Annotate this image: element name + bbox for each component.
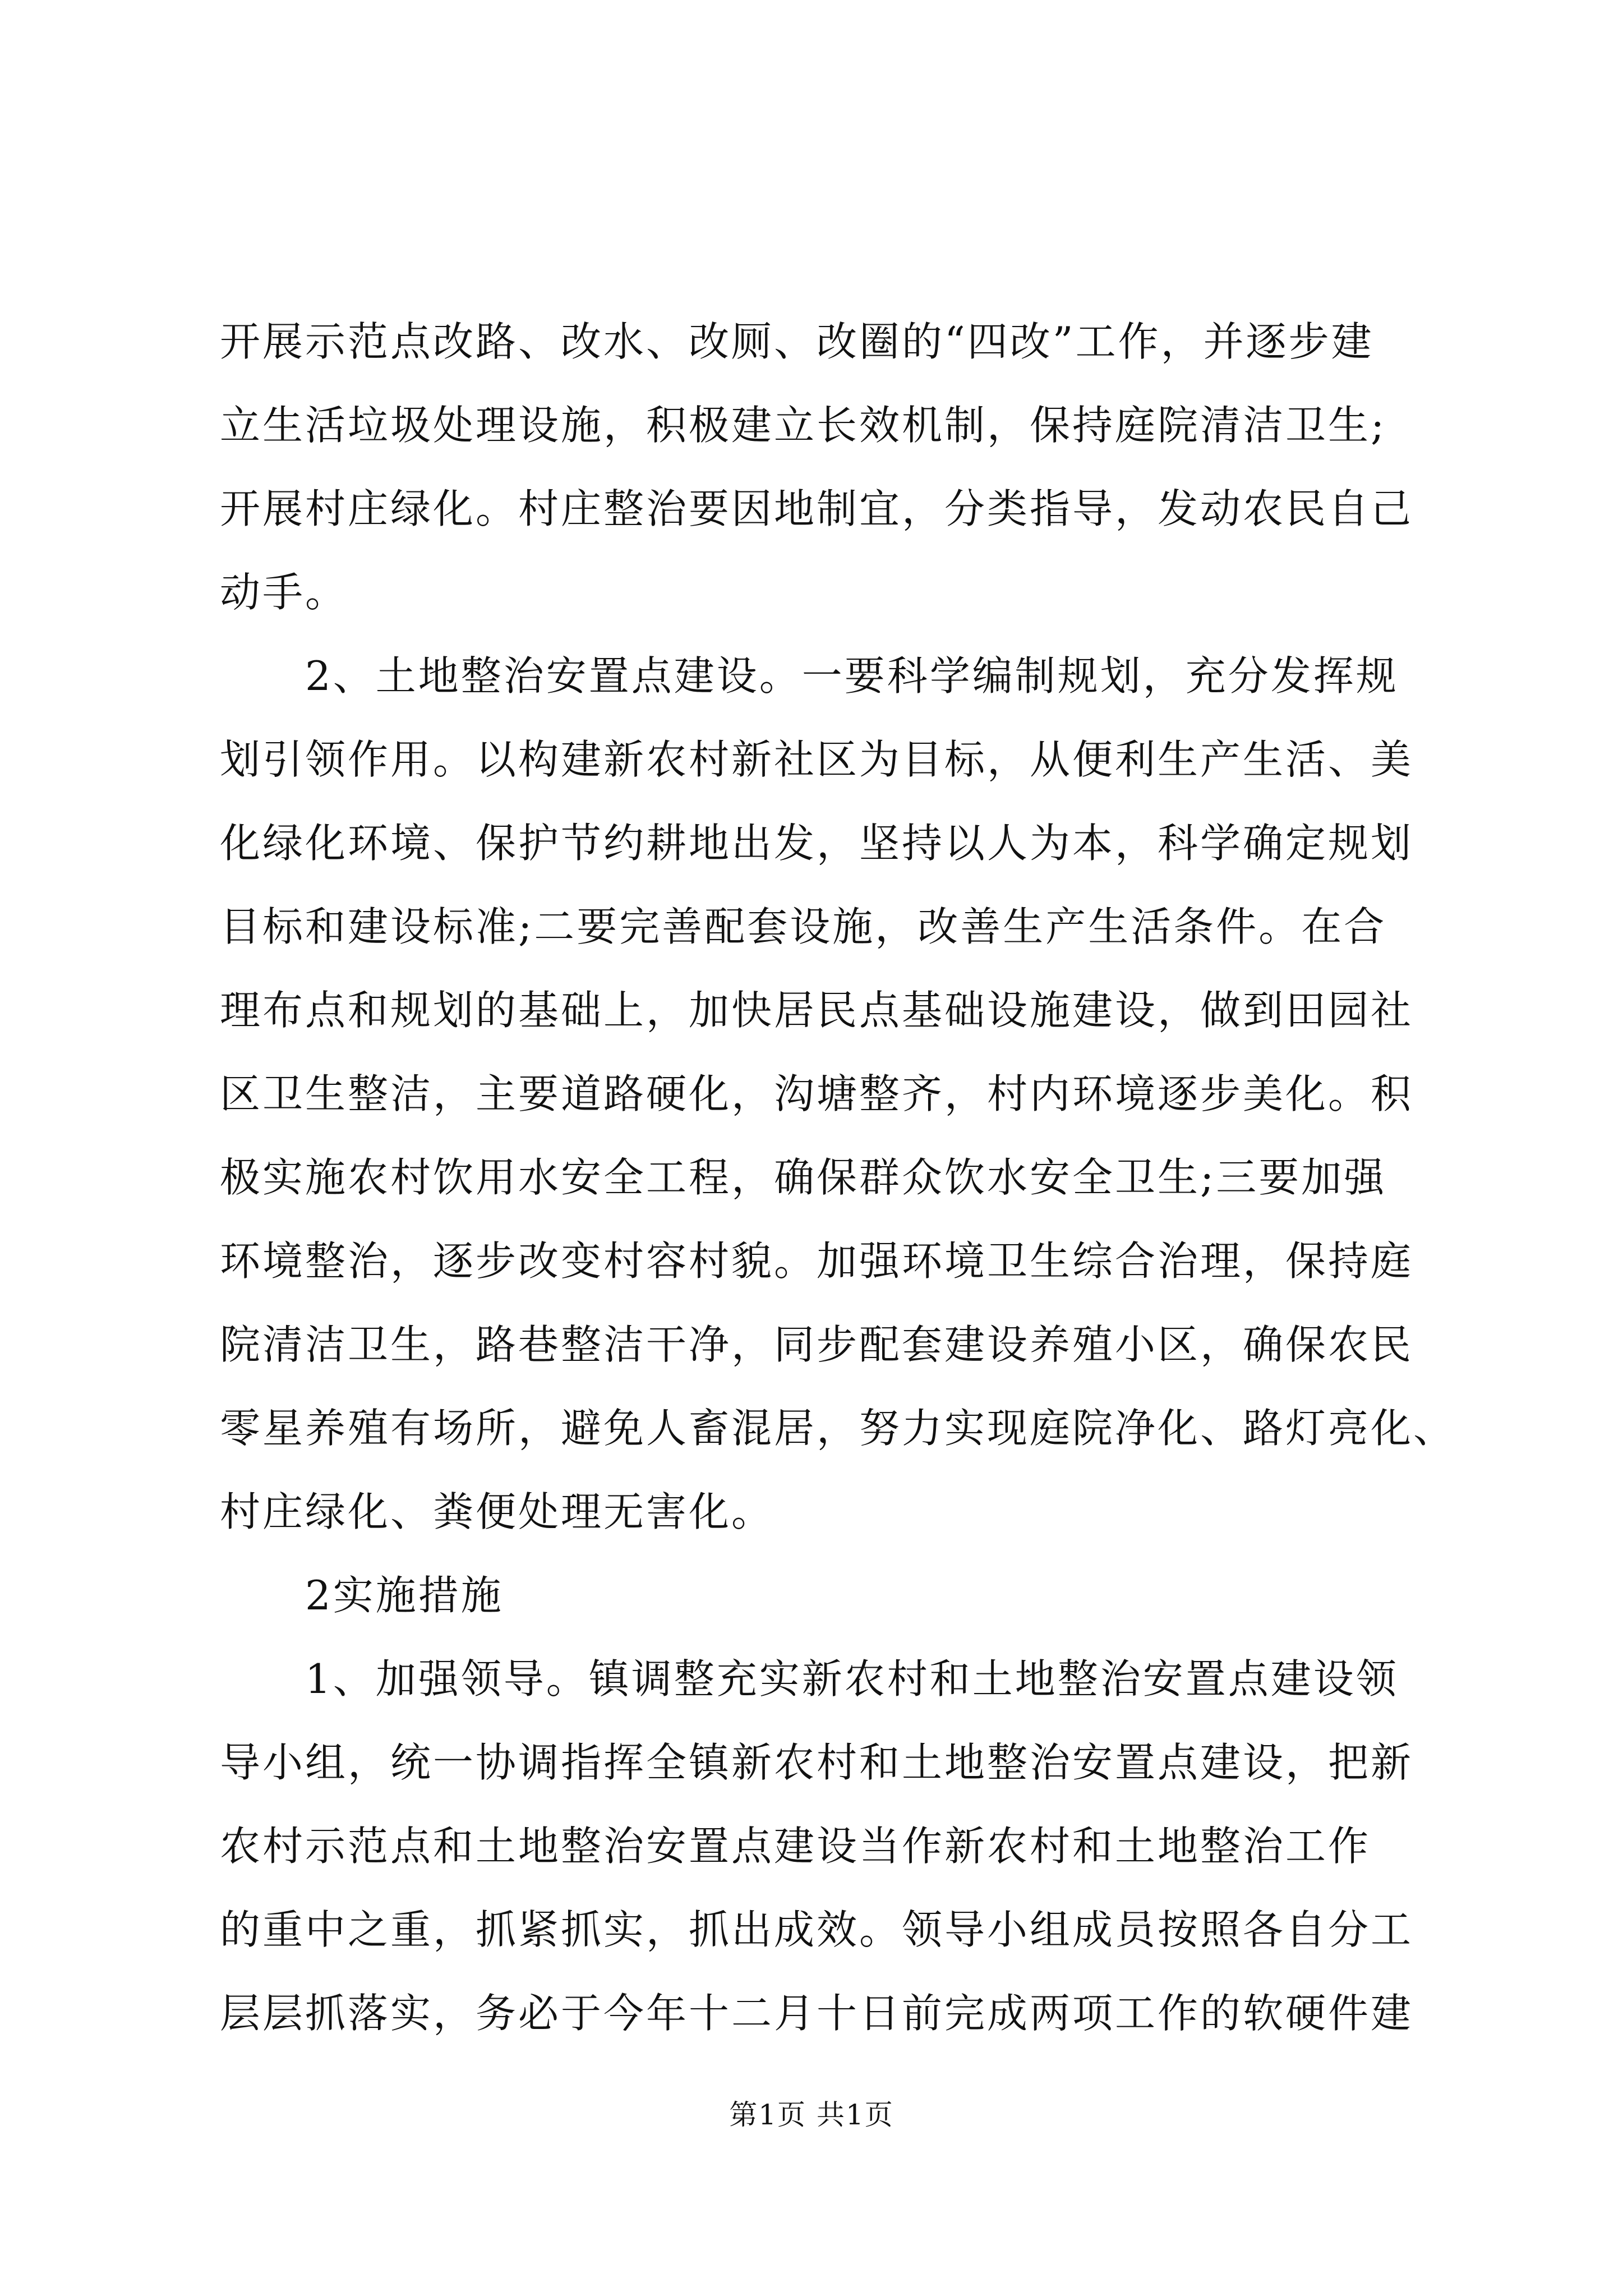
text-line: 的重中之重，抓紧抓实，抓出成效。领导小组成员按照各自分工 <box>220 1906 1414 1953</box>
text-line: 导小组，统一协调指挥全镇新农村和土地整治安置点建设，把新 <box>220 1739 1414 1786</box>
text-line: 1、加强领导。镇调整充实新农村和土地整治安置点建设领 <box>220 1655 1399 1703</box>
text-line: 极实施农村饮用水安全工程，确保群众饮水安全卫生;三要加强 <box>220 1154 1387 1201</box>
text-line: 区卫生整洁，主要道路硬化，沟塘整齐，村内环境逐步美化。积 <box>220 1070 1414 1117</box>
text-line: 立生活垃圾处理设施，积极建立长效机制，保持庭院清洁卫生; <box>220 402 1387 449</box>
page-number: 第1页 共1页 <box>729 2099 894 2131</box>
text-line: 农村示范点和土地整治安置点建设当作新农村和土地整治工作 <box>220 1823 1371 1870</box>
text-line: 理布点和规划的基础上，加快居民点基础设施建设，做到田园社 <box>220 987 1414 1034</box>
document-body <box>220 300 1456 2055</box>
text-line: 开展村庄绿化。村庄整治要因地制宜，分类指导，发动农民自己 <box>220 485 1414 532</box>
text-line: 零星养殖有场所，避免人畜混居，努力实现庭院净化、路灯亮化、 <box>220 1405 1456 1452</box>
text-line: 层层抓落实，务必于今年十二月十日前完成两项工作的软硬件建 <box>220 1990 1414 2037</box>
text-line: 化绿化环境、保护节约耕地出发，坚持以人为本，科学确定规划 <box>220 820 1414 867</box>
text-line: 划引领作用。以构建新农村新社区为目标，从便利生产生活、美 <box>220 736 1414 783</box>
text-line: 2、土地整治安置点建设。一要科学编制规划，充分发挥规 <box>220 652 1399 700</box>
text-line: 目标和建设标准;二要完善配套设施，改善生产生活条件。在合 <box>220 903 1387 950</box>
section-heading: 2实施措施 <box>220 1572 504 1619</box>
text-line: 环境整治，逐步改变村容村貌。加强环境卫生综合治理，保持庭 <box>220 1237 1414 1285</box>
text-line: 开展示范点改路、改水、改厕、改圈的“四改”工作，并逐步建 <box>220 318 1374 365</box>
text-line: 村庄绿化、粪便处理无害化。 <box>220 1488 774 1535</box>
text-line: 动手。 <box>220 569 348 616</box>
text-line: 院清洁卫生，路巷整洁干净，同步配套建设养殖小区，确保农民 <box>220 1321 1414 1368</box>
